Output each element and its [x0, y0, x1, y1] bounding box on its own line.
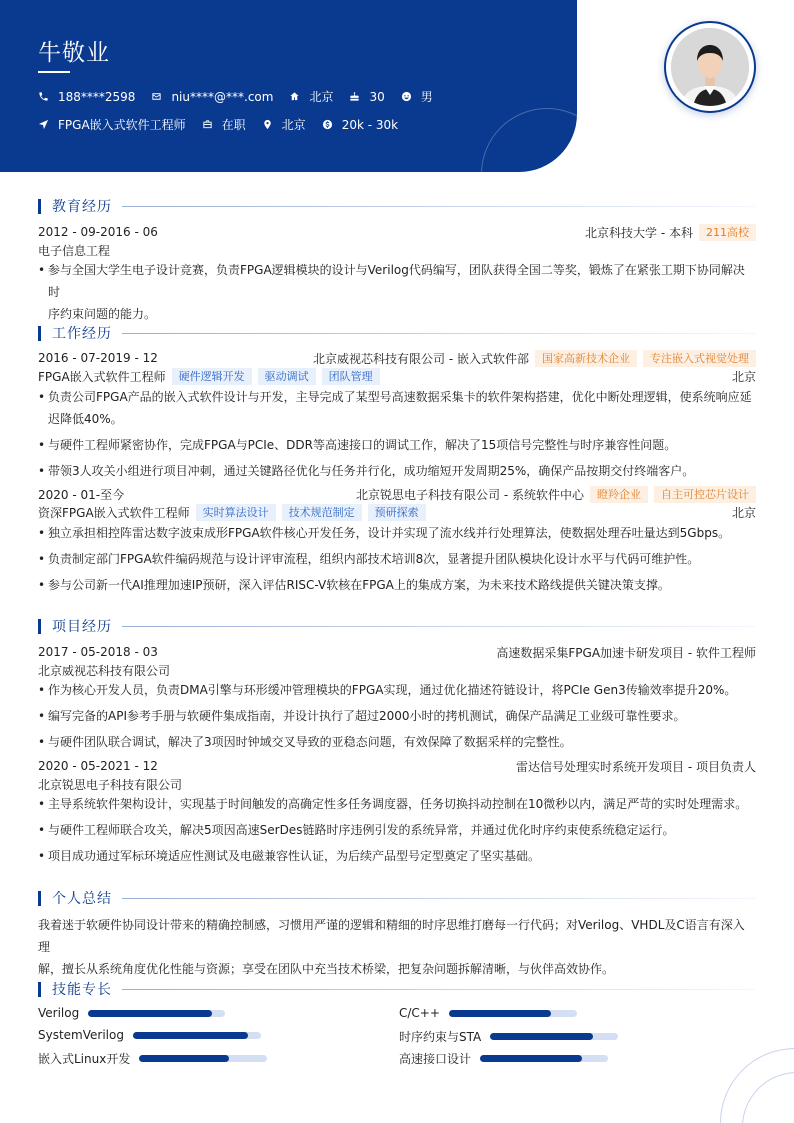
- section-summary: [38, 888, 756, 908]
- project-company-row: [38, 775, 756, 793]
- skill-bar-fill: [490, 1033, 592, 1040]
- phone-item: [38, 90, 135, 104]
- avatar: [671, 28, 749, 106]
- education-school: 北京科技大学 - 本科: [585, 225, 693, 240]
- project-bullet: [38, 819, 756, 841]
- company-tag: 专注嵌入式视觉处理: [643, 350, 756, 367]
- project-bullet: [38, 731, 756, 753]
- skill-item: [38, 1006, 225, 1020]
- gender-text: 男: [420, 90, 433, 104]
- bullet-line: • 与硬件工程师紧密协作，完成FPGA与PCIe、DDR等高速接口的调试工作，解决了15项信号完整性与时序兼容性问题。: [48, 438, 677, 452]
- target-city-text: 北京: [281, 118, 306, 132]
- company-tag: 瞪羚企业: [590, 486, 648, 503]
- location-pin-icon: [262, 119, 273, 130]
- work-role: FPGA嵌入式软件工程师: [38, 369, 166, 384]
- skill-bar-track: [133, 1032, 261, 1039]
- section-skills: [38, 979, 756, 999]
- work-bullet: [38, 434, 756, 456]
- bullet-line: • 负责制定部门FPGA软件编码规范与设计评审流程，组织内部技术培训8次，显著提升团队模块化设计水平与代码可维护性。: [48, 552, 700, 566]
- skill-bar-fill: [139, 1055, 229, 1062]
- location-item: [289, 88, 333, 105]
- mail-icon: [151, 91, 162, 102]
- send-icon: [38, 119, 49, 130]
- skill-bar-track: [449, 1010, 577, 1017]
- work-city: 北京: [731, 505, 756, 520]
- phone-text: 188****2598: [58, 89, 136, 104]
- skill-bar-fill: [88, 1010, 211, 1017]
- work-header-row: [38, 485, 756, 503]
- skill-item: [399, 1050, 608, 1067]
- project-bullet: [38, 793, 756, 815]
- project-name: 雷达信号处理实时系统开发项目 - 项目负责人: [516, 759, 756, 774]
- project-company-row: [38, 661, 756, 679]
- education-major-row: [38, 241, 756, 259]
- section-divider: [122, 898, 756, 899]
- section-title-text: 项目经历: [52, 619, 112, 635]
- skill-bar-fill: [133, 1032, 248, 1039]
- bullet-line: • 独立承担相控阵雷达数字波束成形FPGA软件核心开发任务，设计并实现了流水线并行处理算法，使数据处理吞吐量达到5Gbps。: [48, 526, 731, 540]
- work-bullet: [38, 574, 756, 596]
- project-company: 北京锐思电子科技有限公司: [38, 777, 183, 792]
- education-header-row: [38, 223, 756, 241]
- skill-bar-fill: [480, 1055, 582, 1062]
- section-bar: [38, 326, 41, 341]
- section-bar: [38, 619, 41, 634]
- skill-name: C/C++: [399, 1006, 440, 1020]
- section-title-text: 教育经历: [52, 199, 112, 215]
- salary-text: 20k - 30k: [341, 117, 399, 132]
- section-education: [38, 196, 756, 216]
- skill-tag: 团队管理: [322, 368, 380, 385]
- education-bullet: [38, 259, 756, 325]
- skill-tag: 实时算法设计: [196, 504, 276, 521]
- company-tag: 国家高新技术企业: [535, 350, 637, 367]
- bullet-line: 迟降低40%。: [48, 412, 123, 426]
- work-city: 北京: [731, 369, 756, 384]
- section-bar: [38, 982, 41, 997]
- target-city-item: [262, 116, 306, 133]
- work-header-row: [38, 349, 756, 367]
- position-item: [38, 116, 186, 133]
- name-underline: [38, 71, 70, 73]
- bullet-line: • 主导系统软件架构设计，实现基于时间触发的高确定性多任务调度器，任务切换抖动控制在10微秒以内，满足严苛的实时处理需求。: [48, 797, 748, 811]
- cake-icon: [349, 91, 360, 102]
- candidate-name: 牛敬业: [38, 40, 110, 66]
- skill-tag: 硬件逻辑开发: [172, 368, 252, 385]
- bullet-line: • 带领3人攻关小组进行项目冲刺，通过关键路径优化与任务并行化，成功缩短开发周期25%，确保产品按期交付终端客户。: [48, 464, 695, 478]
- status-text: 在职: [221, 118, 246, 132]
- skill-item: [399, 1006, 577, 1020]
- skill-item: [38, 1050, 267, 1067]
- work-role-row: [38, 367, 756, 385]
- work-bullet: [38, 548, 756, 570]
- skill-tag: 技术规范制定: [282, 504, 362, 521]
- portrait-image: [671, 28, 749, 106]
- contact-row: [38, 88, 449, 105]
- section-divider: [122, 333, 756, 334]
- skill-tag: 预研探索: [368, 504, 426, 521]
- work-role: 资深FPGA嵌入式软件工程师: [38, 505, 190, 520]
- gender-item: [401, 88, 433, 105]
- project-bullet: [38, 679, 756, 701]
- header-banner: [0, 0, 577, 172]
- section-title-text: 工作经历: [52, 326, 112, 342]
- bullet-line: 序约束问题的能力。: [48, 307, 157, 321]
- job-intent-row: [38, 116, 414, 133]
- project-bullet: [38, 845, 756, 867]
- company-tag: 自主可控芯片设计: [654, 486, 756, 503]
- summary-text: [38, 914, 756, 980]
- skill-tag: 驱动调试: [258, 368, 316, 385]
- bullet-line: • 与硬件团队联合调试，解决了3项因时钟域交叉导致的亚稳态问题，有效保障了数据采样的完整性。: [48, 735, 572, 749]
- skill-name: Verilog: [38, 1006, 80, 1020]
- work-company: 北京威视芯科技有限公司 - 嵌入式软件部: [313, 351, 529, 366]
- education-major: 电子信息工程: [38, 243, 111, 258]
- work-company: 北京锐思电子科技有限公司 - 系统软件中心: [356, 487, 584, 502]
- decorative-circle: [481, 108, 577, 172]
- work-bullet: [38, 522, 756, 544]
- work-period: 2016 - 07-2019 - 12: [38, 351, 158, 365]
- salary-item: [322, 118, 398, 132]
- skill-item: [399, 1028, 618, 1045]
- bullet-line: • 参与全国大学生电子设计竞赛，负责FPGA逻辑模块的设计与Verilog代码编写，团队获得全国二等奖，锻炼了在紧张工期下协同解决时: [48, 263, 745, 299]
- summary-line: 解，擅长从系统角度优化性能与资源；享受在团队中充当技术桥梁，把复杂问题拆解清晰，与伙伴高效协作。: [38, 962, 615, 976]
- status-item: [202, 116, 246, 133]
- project-company: 北京威视芯科技有限公司: [38, 663, 171, 678]
- home-icon: [289, 91, 300, 102]
- section-work: [38, 323, 756, 343]
- section-divider: [122, 206, 756, 207]
- section-title-text: 技能专长: [52, 982, 112, 998]
- project-name: 高速数据采集FPGA加速卡研发项目 - 软件工程师: [496, 645, 756, 660]
- age-item: [349, 90, 384, 104]
- education-tag: 211高校: [699, 224, 756, 241]
- section-divider: [122, 626, 756, 627]
- work-bullet: [38, 460, 756, 482]
- skill-name: 高速接口设计: [399, 1052, 472, 1066]
- position-text: FPGA嵌入式软件工程师: [58, 118, 186, 132]
- skill-name: 嵌入式Linux开发: [38, 1052, 131, 1066]
- skill-item: [38, 1028, 261, 1042]
- email-text: niu****@***.com: [171, 89, 274, 104]
- work-role-row: [38, 503, 756, 521]
- skill-bar-fill: [449, 1010, 551, 1017]
- skill-bar-track: [88, 1010, 225, 1017]
- education-period: 2012 - 09-2016 - 06: [38, 225, 158, 239]
- face-icon: [401, 91, 412, 102]
- section-projects: [38, 616, 756, 636]
- email-item: [151, 90, 273, 104]
- bullet-line: • 与硬件工程师联合攻关，解决5项因高速SerDes链路时序违例引发的系统异常，并通过优化时序约束使系统稳定运行。: [48, 823, 675, 837]
- skill-bar-track: [490, 1033, 618, 1040]
- section-bar: [38, 199, 41, 214]
- work-bullet: [38, 386, 756, 430]
- section-title-text: 个人总结: [52, 891, 112, 907]
- section-divider: [122, 989, 756, 990]
- skill-name: SystemVerilog: [38, 1028, 124, 1042]
- section-bar: [38, 891, 41, 906]
- project-period: 2020 - 05-2021 - 12: [38, 759, 158, 773]
- bullet-line: • 参与公司新一代AI推理加速IP预研，深入评估RISC-V软核在FPGA上的集成方案，为未来技术路线提供关键决策支撑。: [48, 578, 670, 592]
- bullet-line: • 项目成功通过军标环境适应性测试及电磁兼容性认证，为后续产品型号定型奠定了坚实基础。: [48, 849, 541, 863]
- briefcase-icon: [202, 119, 213, 130]
- project-period: 2017 - 05-2018 - 03: [38, 645, 158, 659]
- work-period: 2020 - 01-至今: [38, 487, 125, 502]
- project-bullet: [38, 705, 756, 727]
- location-text: 北京: [309, 90, 334, 104]
- bullet-line: • 负责公司FPGA产品的嵌入式软件设计与开发，主导完成了某型号高速数据采集卡的软件架构搭建，优化中断处理逻辑，使系统响应延: [48, 390, 752, 404]
- project-header-row: [38, 757, 756, 775]
- bullet-line: • 作为核心开发人员，负责DMA引擎与环形缓冲管理模块的FPGA实现，通过优化描述符链设计，将PCIe Gen3传输效率提升20%。: [48, 683, 737, 697]
- summary-line: 我着迷于软硬件协同设计带来的精确控制感，习惯用严谨的逻辑和精细的时序思维打磨每一行代码；对Verilog、VHDL及C语言有深入理: [38, 918, 745, 954]
- age-text: 30: [369, 89, 385, 104]
- project-header-row: [38, 643, 756, 661]
- bullet-line: • 编写完备的API参考手册与软硬件集成指南，并设计执行了超过2000小时的拷机测试，确保产品满足工业级可靠性要求。: [48, 709, 686, 723]
- skill-bar-track: [139, 1055, 267, 1062]
- avatar-frame: [664, 21, 756, 113]
- skill-name: 时序约束与STA: [399, 1030, 482, 1044]
- phone-icon: [38, 91, 49, 102]
- skill-bar-track: [480, 1055, 608, 1062]
- money-icon: [322, 119, 333, 130]
